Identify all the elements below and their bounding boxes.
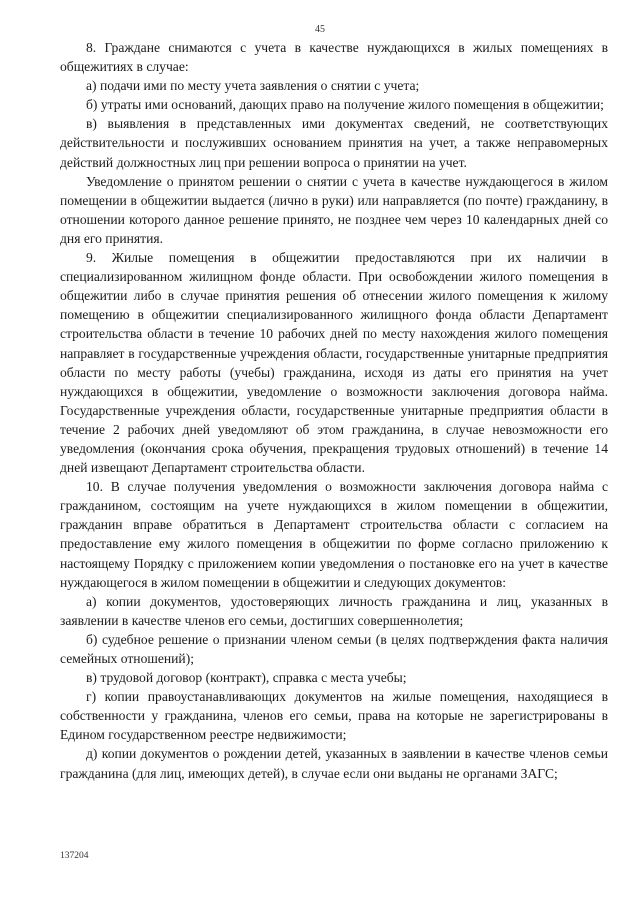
paragraph-10v: в) трудовой договор (контракт), справка с места учебы; bbox=[86, 670, 407, 686]
paragraph-8v: в) выявления в представленных ими документах сведений, не соответствующих действительности и послуживших основанием принятия на учет, а также неправомерных действий должностных лиц при решении вопроса о принятии на учет. bbox=[60, 116, 608, 170]
paragraph-10d: д) копии документов о рождении детей, указанных в заявлении в качестве членов семьи гражданина (для лиц, имеющих детей), в случае если они выданы не органами ЗАГС; bbox=[60, 746, 608, 781]
paragraph-10: 10. В случае получения уведомления о возможности заключения договора найма с гражданином, состоящим на учете нуждающихся в жилом помещении в общежитии, гражданин вправе обратиться в Департамент строительства области с согласием на предоставление ему жилого помещения в общежитии по форме согласно приложению к настоящему Порядку с приложением копии уведомления о постановке его на учет в качестве нуждающегося в жилом помещении в общежитии и следующих документов: bbox=[60, 479, 608, 590]
document-code: 137204 bbox=[60, 851, 89, 861]
document-body bbox=[60, 38, 608, 783]
paragraph-8: 8. Граждане снимаются с учета в качестве нуждающихся в жилых помещениях в общежитиях в случае: bbox=[60, 40, 608, 75]
paragraph-9: 9. Жилые помещения в общежитии предоставляются при их наличии в специализированном жилищном фонде области. При освобождении жилого помещения в общежитии либо в случае принятия решения об отнесении жилого помещения к жилому помещению в общежитии специализированного жилищного фонда области Департамент строительства области в течение 10 рабочих дней по месту нахождения жилого помещения направляет в государственные учреждения области, государственные унитарные предприятия области по месту работы (учебы) гражданина, исходя из даты его принятия на учет нуждающихся в общежитии, уведомление о возможности заключения договора найма. Государственные учреждения области, государственные унитарные предприятия области в течение 2 рабочих дней уведомляют об этом гражданина, в случае невозможности его уведомления (окончания срока обучения, прекращения трудовых отношений) в течение 14 дней извещают Департамент строительства области. bbox=[60, 250, 608, 476]
paragraph-notice: Уведомление о принятом решении о снятии с учета в качестве нуждающегося в жилом помещении в общежитии выдается (лично в руки) или направляется (по почте) гражданину, в отношении которого данное решение принято, не позднее чем через 10 календарных дней со дня его принятия. bbox=[60, 173, 608, 246]
page-number: 45 bbox=[315, 24, 325, 35]
paragraph-10b: б) судебное решение о признании членом семьи (в целях подтверждения факта наличия семейных отношений); bbox=[60, 631, 608, 666]
paragraph-10a: а) копии документов, удостоверяющих личность гражданина и лиц, указанных в заявлении в качестве членов его семьи, достигших совершеннолетия; bbox=[60, 593, 608, 628]
paragraph-8b: б) утраты ими оснований, дающих право на получение жилого помещения в общежитии; bbox=[86, 97, 604, 113]
paragraph-10g: г) копии правоустанавливающих документов на жилые помещения, находящиеся в собственности у гражданина, членов его семьи, права на которые не зарегистрированы в Едином государственном реестре недвижимости; bbox=[60, 689, 608, 743]
paragraph-8a: а) подачи ими по месту учета заявления о снятии с учета; bbox=[86, 78, 420, 94]
